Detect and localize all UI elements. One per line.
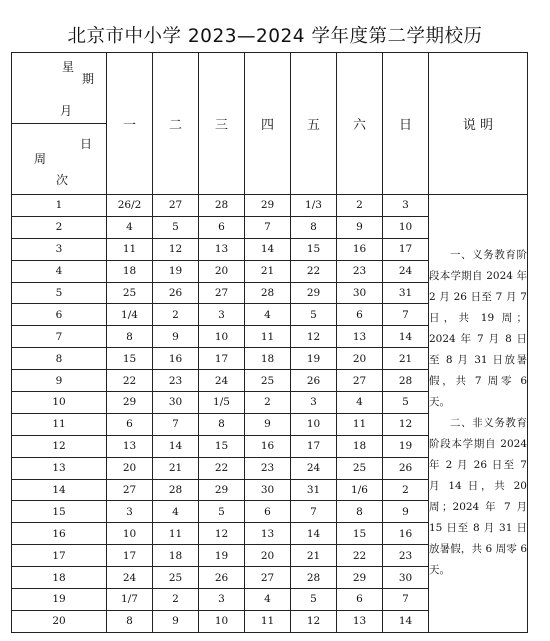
date-cell: 24 xyxy=(107,567,153,589)
date-cell: 31 xyxy=(291,479,337,501)
date-cell: 17 xyxy=(199,348,245,370)
date-cell: 16 xyxy=(337,238,383,260)
date-cell: 9 xyxy=(337,216,383,238)
week-number-cell: 20 xyxy=(12,610,107,632)
date-cell: 11 xyxy=(107,238,153,260)
date-cell: 28 xyxy=(153,479,199,501)
date-cell: 3 xyxy=(199,304,245,326)
date-cell: 7 xyxy=(245,216,291,238)
date-cell: 20 xyxy=(245,545,291,567)
week-number-cell: 18 xyxy=(12,567,107,589)
date-cell: 19 xyxy=(291,348,337,370)
date-cell: 12 xyxy=(199,523,245,545)
date-cell: 17 xyxy=(291,435,337,457)
date-cell: 11 xyxy=(245,326,291,348)
weekday-header-sun: 日 xyxy=(383,53,429,195)
notes-paragraph: 一、义务教育阶段本学期自 2024 年 2 月 26 日至 7 月 7 日，共 19 周；2024 年 7 月 8 日至 8 月 31 日放暑假，共 7 周零 6 天。 xyxy=(429,249,527,409)
date-cell: 20 xyxy=(337,348,383,370)
date-cell: 14 xyxy=(383,326,429,348)
date-cell: 28 xyxy=(291,567,337,589)
corner-label-qi: 期 xyxy=(82,72,95,86)
date-cell: 22 xyxy=(337,545,383,567)
date-cell: 4 xyxy=(245,589,291,611)
table-row xyxy=(12,195,528,217)
week-number-cell: 11 xyxy=(12,413,107,435)
week-number-cell: 2 xyxy=(12,216,107,238)
date-cell: 14 xyxy=(245,238,291,260)
date-cell: 26/2 xyxy=(107,195,153,217)
date-cell: 25 xyxy=(107,282,153,304)
week-number-cell: 3 xyxy=(12,238,107,260)
date-cell: 20 xyxy=(107,457,153,479)
date-cell: 15 xyxy=(107,348,153,370)
date-cell: 19 xyxy=(383,435,429,457)
date-cell: 16 xyxy=(245,435,291,457)
date-cell: 21 xyxy=(245,260,291,282)
date-cell: 26 xyxy=(291,370,337,392)
date-cell: 1/4 xyxy=(107,304,153,326)
date-cell: 3 xyxy=(291,392,337,414)
date-cell: 7 xyxy=(291,501,337,523)
week-number-cell: 17 xyxy=(12,545,107,567)
date-cell: 23 xyxy=(245,457,291,479)
date-cell: 14 xyxy=(153,435,199,457)
date-cell: 14 xyxy=(291,523,337,545)
week-number-cell: 8 xyxy=(12,348,107,370)
week-number-cell: 6 xyxy=(12,304,107,326)
date-cell: 26 xyxy=(153,282,199,304)
date-cell: 22 xyxy=(291,260,337,282)
date-cell: 1/5 xyxy=(199,392,245,414)
date-cell: 23 xyxy=(337,260,383,282)
date-cell: 5 xyxy=(153,216,199,238)
date-cell: 12 xyxy=(291,326,337,348)
date-cell: 29 xyxy=(199,479,245,501)
date-cell: 1/6 xyxy=(337,479,383,501)
week-number-cell: 13 xyxy=(12,457,107,479)
date-cell: 5 xyxy=(291,589,337,611)
date-cell: 30 xyxy=(383,567,429,589)
date-cell: 27 xyxy=(245,567,291,589)
notes-cell xyxy=(429,195,528,633)
date-cell: 15 xyxy=(291,238,337,260)
date-cell: 22 xyxy=(107,370,153,392)
date-cell: 21 xyxy=(153,457,199,479)
weekday-header-sat: 六 xyxy=(337,53,383,195)
date-cell: 2 xyxy=(245,392,291,414)
date-cell: 29 xyxy=(291,282,337,304)
date-cell: 25 xyxy=(153,567,199,589)
date-cell: 12 xyxy=(291,610,337,632)
date-cell: 18 xyxy=(153,545,199,567)
date-cell: 27 xyxy=(199,282,245,304)
date-cell: 19 xyxy=(153,260,199,282)
date-cell: 28 xyxy=(199,195,245,217)
date-cell: 7 xyxy=(153,413,199,435)
date-cell: 17 xyxy=(107,545,153,567)
calendar-title: 北京市中小学 2023—2024 学年度第二学期校历 xyxy=(67,26,483,47)
week-number-cell: 15 xyxy=(12,501,107,523)
header-row xyxy=(12,53,528,195)
week-number-cell: 7 xyxy=(12,326,107,348)
date-cell: 2 xyxy=(383,479,429,501)
date-cell: 29 xyxy=(337,567,383,589)
date-cell: 17 xyxy=(383,238,429,260)
date-cell: 22 xyxy=(199,457,245,479)
date-cell: 27 xyxy=(153,195,199,217)
date-cell: 3 xyxy=(199,589,245,611)
date-cell: 13 xyxy=(199,238,245,260)
date-cell: 11 xyxy=(153,523,199,545)
date-cell: 30 xyxy=(245,479,291,501)
date-cell: 16 xyxy=(153,348,199,370)
date-cell: 25 xyxy=(337,457,383,479)
date-cell: 8 xyxy=(107,610,153,632)
date-cell: 10 xyxy=(291,413,337,435)
date-cell: 10 xyxy=(383,216,429,238)
date-cell: 3 xyxy=(107,501,153,523)
notes-header: 说 明 xyxy=(429,53,528,195)
date-cell: 18 xyxy=(245,348,291,370)
date-cell: 8 xyxy=(291,216,337,238)
date-cell: 1/7 xyxy=(107,589,153,611)
date-cell: 5 xyxy=(291,304,337,326)
week-number-cell: 16 xyxy=(12,523,107,545)
date-cell: 12 xyxy=(383,413,429,435)
date-cell: 24 xyxy=(383,260,429,282)
date-cell: 13 xyxy=(245,523,291,545)
date-cell: 11 xyxy=(245,610,291,632)
date-cell: 23 xyxy=(153,370,199,392)
corner-label-star: 星 xyxy=(62,60,75,74)
date-cell: 2 xyxy=(153,304,199,326)
weekday-header-thu: 四 xyxy=(245,53,291,195)
date-cell: 12 xyxy=(153,238,199,260)
date-cell: 31 xyxy=(383,282,429,304)
date-cell: 4 xyxy=(153,501,199,523)
date-cell: 21 xyxy=(383,348,429,370)
week-number-cell: 9 xyxy=(12,370,107,392)
date-cell: 4 xyxy=(337,392,383,414)
date-cell: 10 xyxy=(107,523,153,545)
week-number-cell: 12 xyxy=(12,435,107,457)
date-cell: 3 xyxy=(383,195,429,217)
date-cell: 6 xyxy=(107,413,153,435)
date-cell: 15 xyxy=(337,523,383,545)
weekday-header-fri: 五 xyxy=(291,53,337,195)
date-cell: 9 xyxy=(245,413,291,435)
corner-label-ci: 次 xyxy=(56,173,69,187)
date-cell: 26 xyxy=(383,457,429,479)
weekday-header-tue: 二 xyxy=(153,53,199,195)
date-cell: 13 xyxy=(107,435,153,457)
date-cell: 11 xyxy=(337,413,383,435)
date-cell: 6 xyxy=(337,589,383,611)
week-number-cell: 19 xyxy=(12,589,107,611)
date-cell: 27 xyxy=(337,370,383,392)
date-cell: 28 xyxy=(383,370,429,392)
date-cell: 8 xyxy=(199,413,245,435)
date-cell: 10 xyxy=(199,610,245,632)
date-cell: 6 xyxy=(337,304,383,326)
date-cell: 25 xyxy=(245,370,291,392)
school-calendar-table xyxy=(11,52,528,633)
date-cell: 10 xyxy=(199,326,245,348)
date-cell: 2 xyxy=(337,195,383,217)
date-cell: 27 xyxy=(107,479,153,501)
date-cell: 26 xyxy=(199,567,245,589)
date-cell: 7 xyxy=(383,589,429,611)
date-cell: 6 xyxy=(199,216,245,238)
date-cell: 20 xyxy=(199,260,245,282)
week-number-cell: 10 xyxy=(12,392,107,414)
date-cell: 21 xyxy=(291,545,337,567)
date-cell: 23 xyxy=(383,545,429,567)
corner-header-cell xyxy=(12,53,107,195)
date-cell: 24 xyxy=(291,457,337,479)
date-cell: 8 xyxy=(107,326,153,348)
week-number-cell: 14 xyxy=(12,479,107,501)
date-cell: 19 xyxy=(199,545,245,567)
date-cell: 15 xyxy=(199,435,245,457)
week-number-cell: 5 xyxy=(12,282,107,304)
date-cell: 16 xyxy=(383,523,429,545)
date-cell: 30 xyxy=(153,392,199,414)
date-cell: 13 xyxy=(337,610,383,632)
date-cell: 18 xyxy=(107,260,153,282)
date-cell: 4 xyxy=(107,216,153,238)
date-cell: 29 xyxy=(245,195,291,217)
date-cell: 9 xyxy=(153,326,199,348)
date-cell: 2 xyxy=(153,589,199,611)
corner-label-day: 日 xyxy=(80,137,93,151)
date-cell: 6 xyxy=(245,501,291,523)
week-number-cell: 1 xyxy=(12,195,107,217)
date-cell: 13 xyxy=(337,326,383,348)
week-number-cell: 4 xyxy=(12,260,107,282)
date-cell: 24 xyxy=(199,370,245,392)
date-cell: 30 xyxy=(337,282,383,304)
date-cell: 28 xyxy=(245,282,291,304)
date-cell: 14 xyxy=(383,610,429,632)
date-cell: 4 xyxy=(245,304,291,326)
date-cell: 5 xyxy=(199,501,245,523)
date-cell: 1/3 xyxy=(291,195,337,217)
date-cell: 29 xyxy=(107,392,153,414)
weekday-header-mon: 一 xyxy=(107,53,153,195)
date-cell: 18 xyxy=(337,435,383,457)
date-cell: 5 xyxy=(383,392,429,414)
weekday-header-wed: 三 xyxy=(199,53,245,195)
date-cell: 9 xyxy=(153,610,199,632)
corner-label-month: 月 xyxy=(60,104,73,118)
date-cell: 7 xyxy=(383,304,429,326)
notes-paragraph: 二、非义务教育阶段本学期自 2024 年 2 月 26 日至 7 月 14 日，共 20 周；2024 年 7 月 15 日至 8 月 31 日放暑假，共 6 周零 6 天。 xyxy=(429,417,527,577)
corner-label-week: 周 xyxy=(34,152,47,166)
date-cell: 9 xyxy=(383,501,429,523)
date-cell: 8 xyxy=(337,501,383,523)
